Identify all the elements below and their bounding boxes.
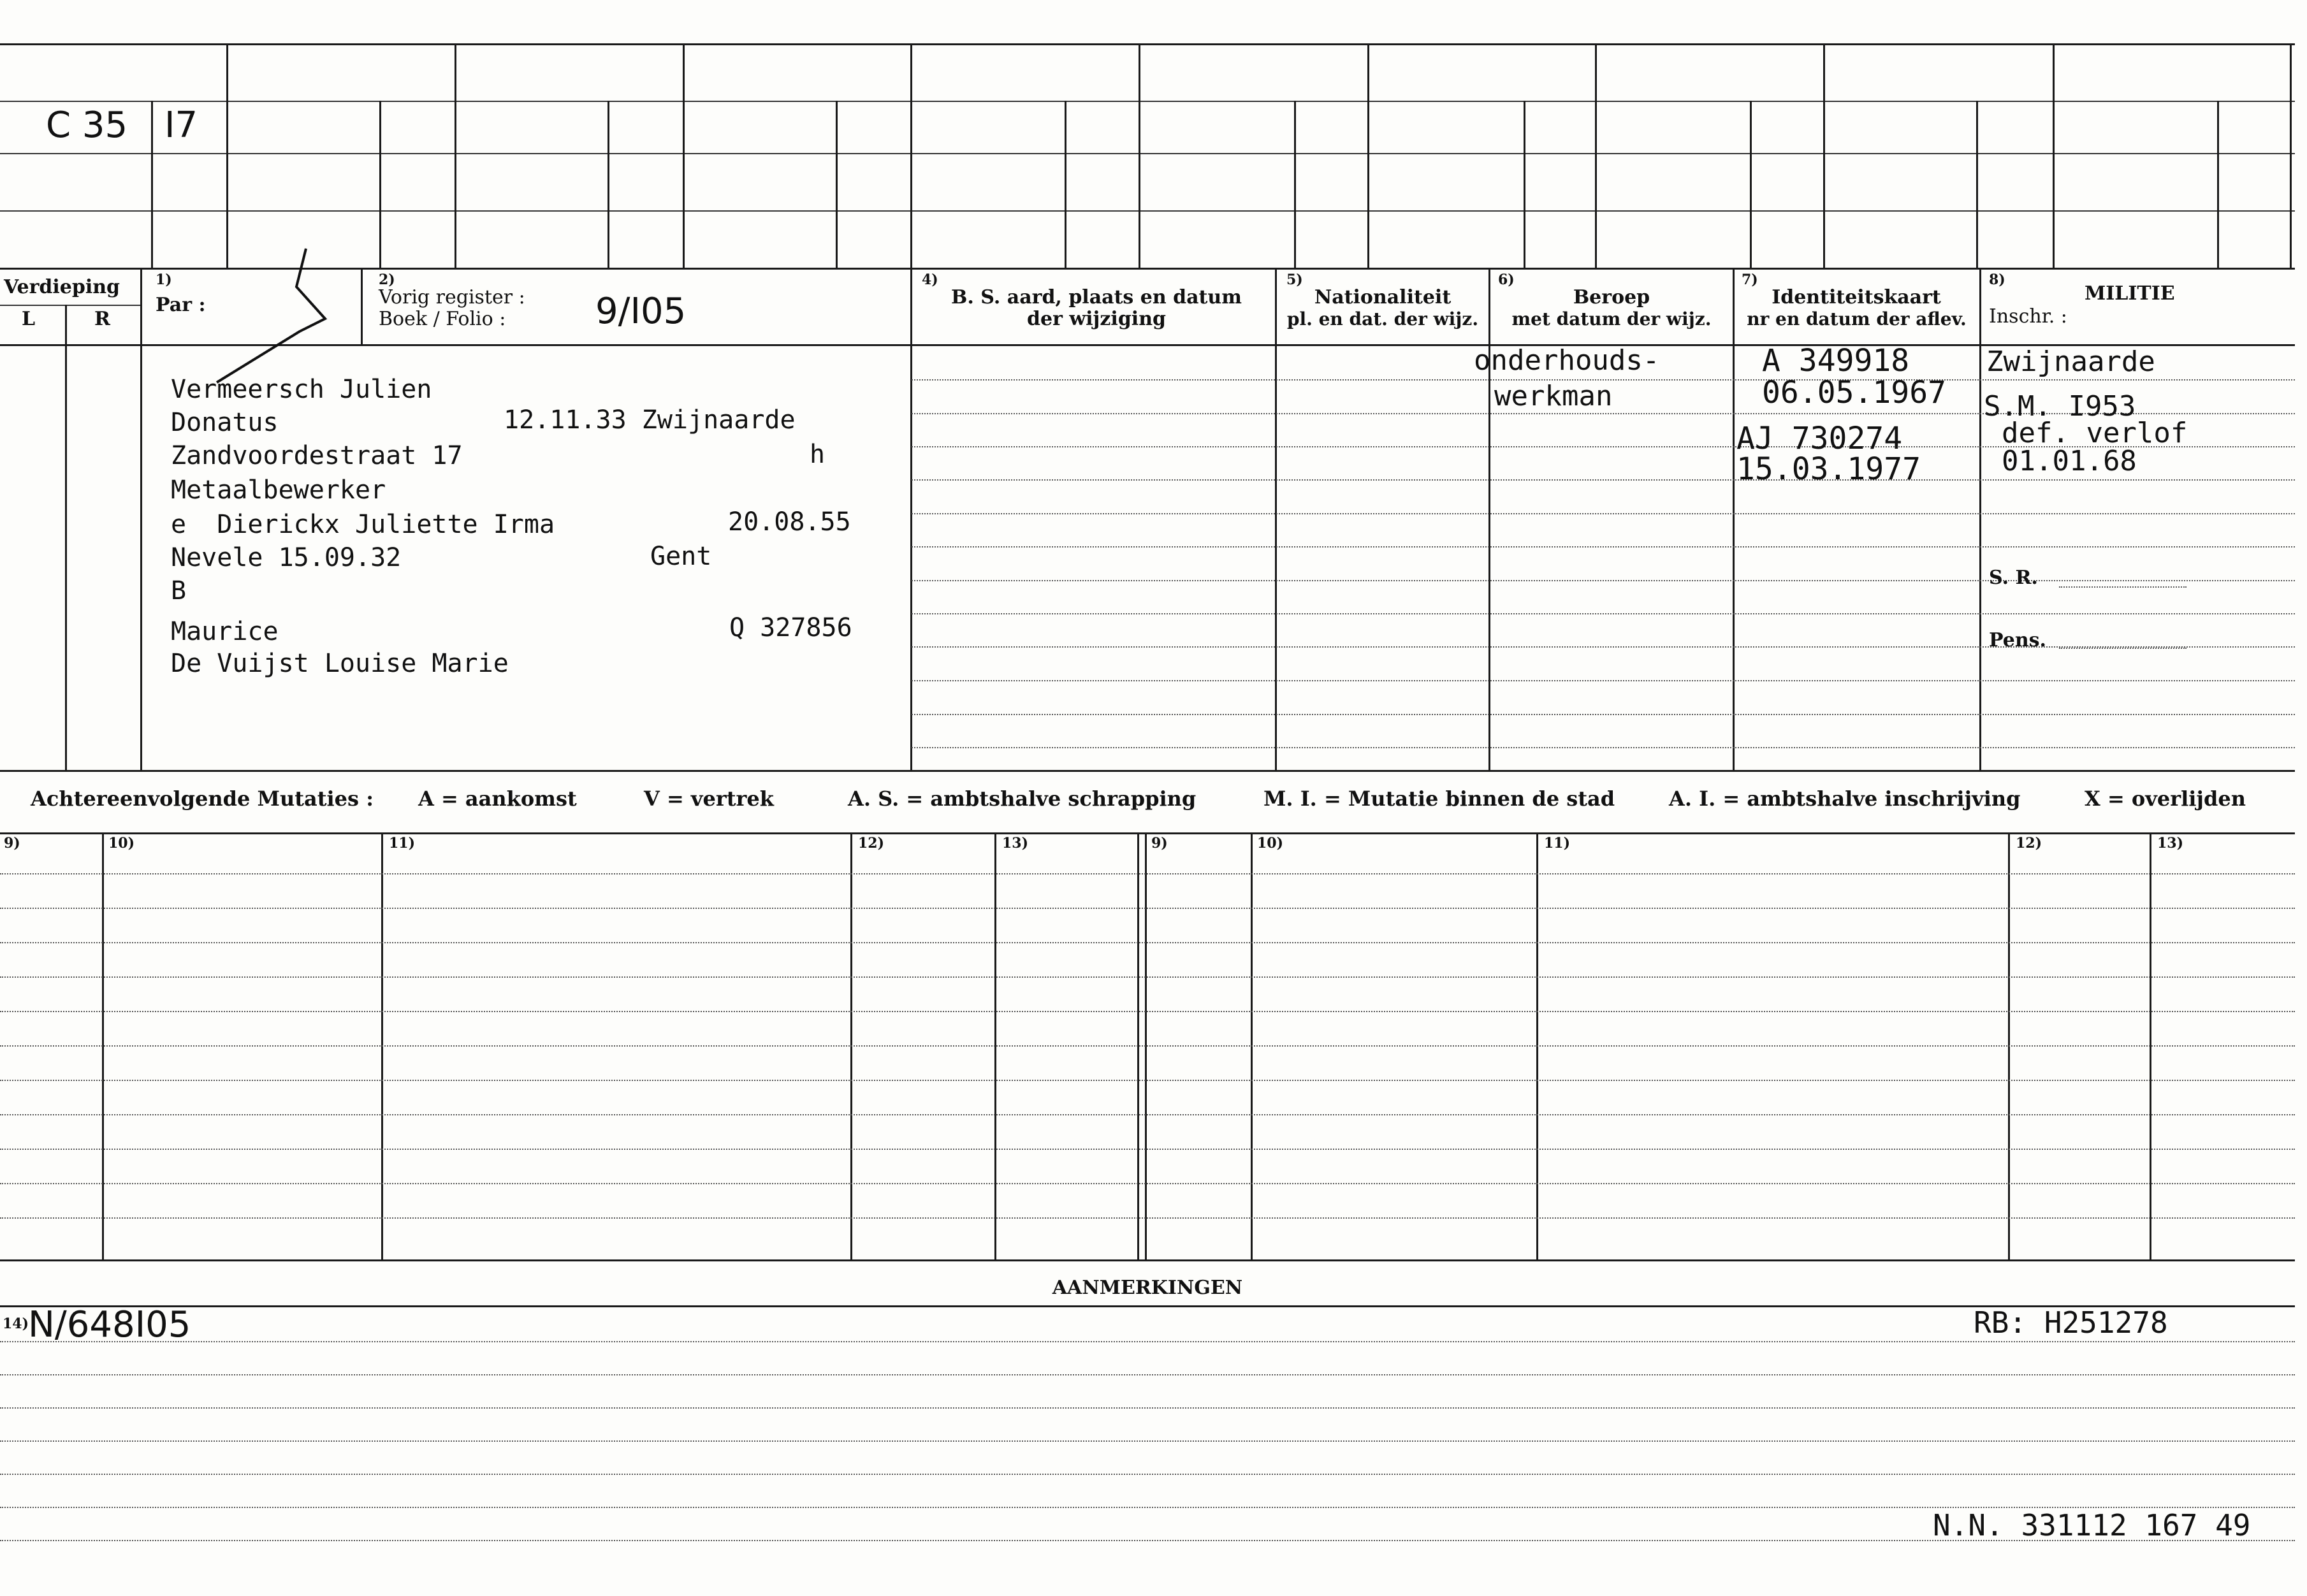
identiteit-header-1: Identiteitskaart <box>1772 286 1941 308</box>
mother-name: De Vuijst Louise Marie <box>171 649 509 678</box>
col5-number: 5) <box>1286 272 1303 288</box>
mut-col10-b: 10) <box>1257 835 1284 852</box>
beroep-header-1: Beroep <box>1573 286 1650 308</box>
person-occupation: Metaalbewerker <box>171 475 386 505</box>
national-number: N.N. 331112 167 49 <box>1933 1508 2251 1542</box>
boek-folio-value: 9/I05 <box>595 291 687 332</box>
marriage-date: 20.08.55 <box>728 507 851 537</box>
col1-number: 1) <box>156 272 172 288</box>
militie-class: S.M. I953 <box>1984 390 2136 423</box>
spouse-birth: Nevele 15.09.32 <box>171 543 402 572</box>
col6-number: 6) <box>1498 272 1515 288</box>
person-address: Zandvoordestraat 17 <box>171 441 463 470</box>
beroep-header-2: met datum der wijz. <box>1511 308 1712 330</box>
person-name: Vermeersch Julien <box>171 375 432 404</box>
beroep-line-2: werkman <box>1494 380 1613 412</box>
remark-reference: N/648I05 <box>28 1304 191 1346</box>
col4-number: 4) <box>922 272 938 288</box>
militie-date: 01.01.68 <box>2002 445 2137 477</box>
l-header: L <box>22 308 36 330</box>
mut-col11-b: 11) <box>1544 835 1571 852</box>
id-number-2: AJ 730274 <box>1736 421 1903 456</box>
identiteit-header-2: nr en datum der aflev. <box>1747 308 1967 330</box>
boek-folio-header: Boek / Folio : <box>379 308 506 330</box>
col8-number: 8) <box>1989 272 2005 288</box>
legend-mutatie-stad: M. I. = Mutatie binnen de stad <box>1263 787 1615 811</box>
legend-ambtshalve-schrapping: A. S. = ambtshalve schrapping <box>848 787 1197 811</box>
father-name: Maurice <box>171 617 279 646</box>
id-reference: Q 327856 <box>729 613 852 642</box>
par-mark <box>191 242 357 395</box>
bs-header-2: der wijziging <box>1027 308 1166 330</box>
militie-header: MILITIE <box>2085 282 2175 305</box>
mut-col9-a: 9) <box>4 835 20 852</box>
nationaliteit-header-1: Nationaliteit <box>1314 286 1452 308</box>
id-date-1: 06.05.1967 <box>1762 375 1946 410</box>
register-code: C 35 <box>46 105 128 146</box>
pens-label: Pens. <box>1989 629 2046 651</box>
legend-ambtshalve-inschrijving: A. I. = ambtshalve inschrijving <box>1669 787 2021 811</box>
mut-col10-a: 10) <box>108 835 135 852</box>
person-status: h <box>810 440 826 469</box>
sr-label: S. R. <box>1989 567 2038 589</box>
spouse-name: e Dierickx Juliette Irma <box>171 510 555 539</box>
mutaties-title: Achtereenvolgende Mutaties : <box>31 787 374 811</box>
register-number: I7 <box>164 105 198 146</box>
legend-vertrek: V = vertrek <box>644 787 774 811</box>
r-header: R <box>94 308 110 330</box>
mut-col13-a: 13) <box>1002 835 1029 852</box>
par-header: Par : <box>156 294 206 316</box>
legend-aankomst: A = aankomst <box>418 787 577 811</box>
marriage-place: Gent <box>650 542 712 571</box>
vorig-register-header: Vorig register : <box>379 286 525 308</box>
beroep-line-1: onderhouds- <box>1474 344 1660 377</box>
person-b: B <box>171 576 187 606</box>
militie-place: Zwijnaarde <box>1986 345 2155 378</box>
aanmerkingen-title: AANMERKINGEN <box>1052 1277 1243 1299</box>
mut-col11-a: 11) <box>389 835 416 852</box>
mut-col9-b: 9) <box>1151 835 1168 852</box>
mut-col12-b: 12) <box>2016 835 2042 852</box>
id-number-1: A 349918 <box>1762 343 1910 379</box>
remark-number: 14) <box>3 1316 29 1332</box>
id-date-2: 15.03.1977 <box>1736 451 1921 487</box>
rb-number: RB: H251278 <box>1974 1305 2168 1340</box>
col7-number: 7) <box>1742 272 1758 288</box>
verdieping-header: Verdieping <box>4 276 120 298</box>
person-birth: 12.11.33 Zwijnaarde <box>504 405 796 435</box>
mut-col13-b: 13) <box>2157 835 2184 852</box>
col2-number: 2) <box>379 272 395 288</box>
legend-overlijden: X = overlijden <box>2085 787 2246 811</box>
nationaliteit-header-2: pl. en dat. der wijz. <box>1286 308 1479 330</box>
militie-verlof: def. verlof <box>2002 417 2188 449</box>
person-first-names: Donatus <box>171 408 279 437</box>
inschrijving-header: Inschr. : <box>1989 305 2067 328</box>
bs-header-1: B. S. aard, plaats en datum <box>951 286 1242 308</box>
mut-col12-a: 12) <box>858 835 885 852</box>
